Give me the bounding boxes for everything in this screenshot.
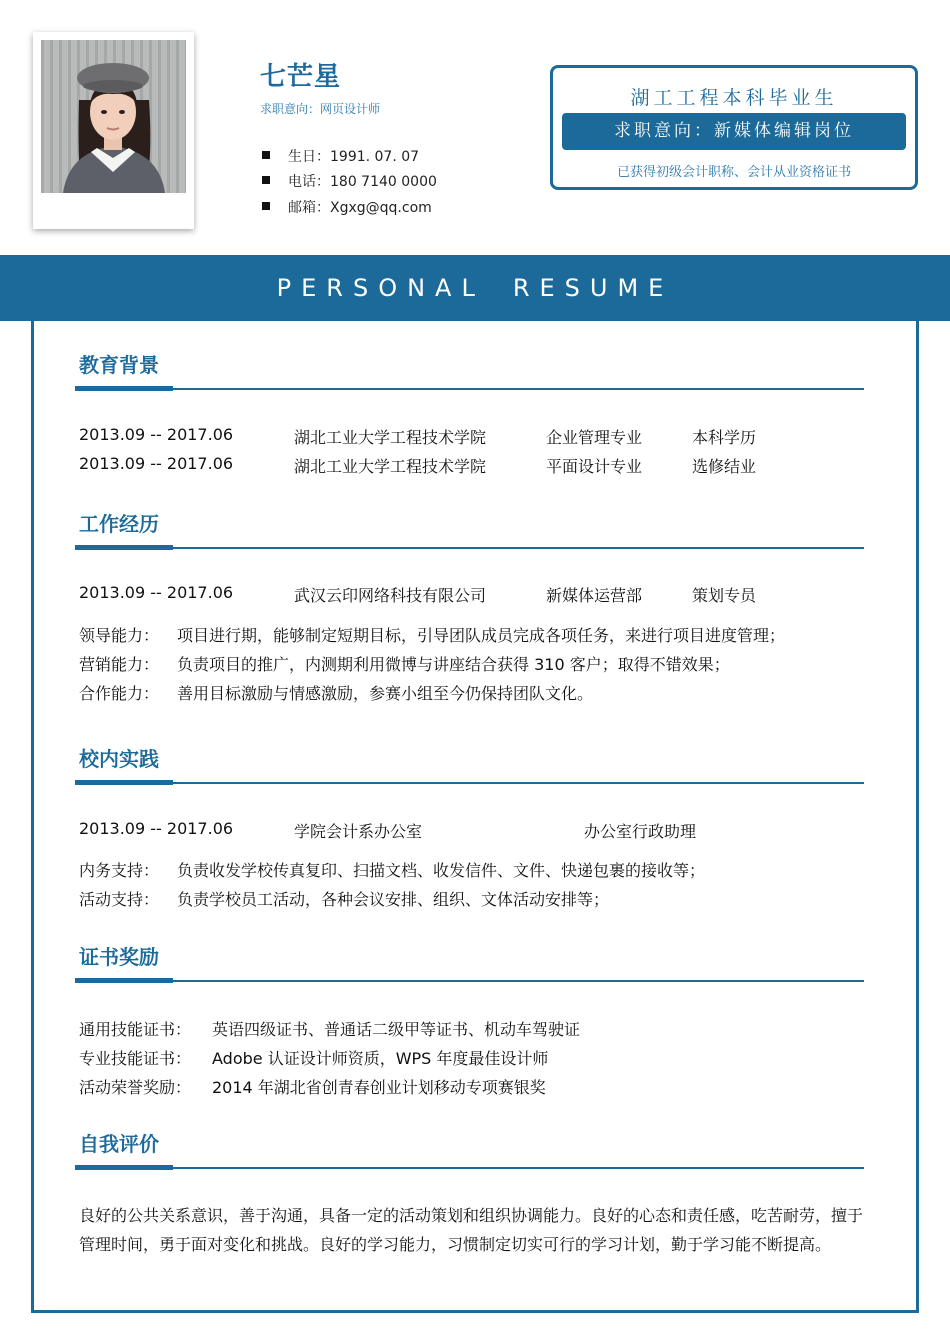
campus-item-label: 活动支持：	[79, 890, 160, 909]
bullet-square-icon	[262, 151, 270, 159]
work-item-label: 营销能力：	[79, 655, 160, 674]
edu-period: 2013.09 -- 2017.06	[79, 425, 234, 444]
cert-label: 专业技能证书：	[79, 1049, 192, 1068]
photo-frame	[33, 32, 194, 229]
contact-label: 电话：	[288, 174, 330, 190]
work-item-text: 负责项目的推广，内测期利用微博与讲座结合获得 310 客户；取得不错效果；	[177, 655, 730, 674]
bullet-square-icon	[262, 202, 270, 210]
work-item-text: 善用目标激励与情感激励，参赛小组至今仍保持团队文化。	[177, 684, 594, 703]
contact-label: 生日：	[288, 149, 330, 165]
job-intent-small: 求职意向：网页设计师	[260, 102, 381, 116]
work-role: 策划专员	[692, 586, 757, 605]
cert-text: Adobe 认证设计师资质，WPS 年度最佳设计师	[212, 1049, 549, 1068]
bullet-square-icon	[262, 176, 270, 184]
work-item-text: 项目进行期，能够制定短期目标，引导团队成员完成各项任务，来进行项目进度管理；	[177, 626, 786, 645]
profile-photo-illustration	[41, 40, 186, 193]
edu-major: 企业管理专业	[546, 428, 643, 447]
contact-label: 邮箱：	[288, 200, 330, 216]
campus-item-text: 负责学校员工活动，各种会议安排、组织、文体活动安排等；	[177, 890, 610, 909]
profile-photo	[41, 40, 186, 193]
campus-role: 办公室行政助理	[584, 822, 697, 841]
work-period: 2013.09 -- 2017.06	[79, 583, 234, 602]
summary-title: 湖工工程本科毕业生	[630, 87, 838, 109]
contact-value: 180 7140 0000	[330, 174, 437, 190]
section-divider	[75, 782, 864, 784]
edu-degree: 本科学历	[692, 428, 757, 447]
edu-period: 2013.09 -- 2017.06	[79, 454, 234, 473]
contact-phone	[262, 171, 437, 191]
cert-text: 英语四级证书、普通话二级甲等证书、机动车驾驶证	[212, 1020, 581, 1039]
edu-school: 湖北工业大学工程技术学院	[294, 457, 487, 476]
contact-email	[262, 197, 432, 217]
resume-banner	[0, 255, 950, 321]
edu-major: 平面设计专业	[546, 457, 643, 476]
section-divider	[75, 547, 864, 549]
campus-item-text: 负责收发学校传真复印、扫描文档、收发信件、文件、快递包裹的接收等；	[177, 861, 706, 880]
banner-word-1: PERSONAL	[276, 274, 485, 302]
section-title-campus: 校内实践	[79, 747, 159, 771]
banner-word-2: RESUME	[512, 274, 674, 302]
contact-value: 1991. 07. 07	[330, 149, 420, 165]
cert-text: 2014 年湖北省创青春创业计划移动专项赛银奖	[212, 1078, 546, 1097]
summary-box	[550, 65, 918, 190]
work-item-label: 合作能力：	[79, 684, 160, 703]
summary-note: 已获得初级会计职称、会计从业资格证书	[616, 165, 851, 180]
edu-degree: 选修结业	[692, 457, 757, 476]
section-title-work: 工作经历	[79, 512, 159, 536]
section-divider	[75, 980, 864, 982]
edu-school: 湖北工业大学工程技术学院	[294, 428, 487, 447]
cert-label: 活动荣誉奖励：	[79, 1078, 192, 1097]
section-title-education: 教育背景	[79, 353, 159, 377]
contact-birthday	[262, 146, 419, 166]
work-dept: 新媒体运营部	[546, 586, 643, 605]
work-company: 武汉云印网络科技有限公司	[294, 586, 487, 605]
campus-item-label: 内务支持：	[79, 861, 160, 880]
section-title-certificates: 证书奖励	[79, 945, 159, 969]
self-evaluation-text: 良好的公共关系意识，善于沟通，具备一定的活动策划和组织协调能力。良好的心态和责任感，吃苦耐劳，擅于管理时间，勇于面对变化和挑战。良好的学习能力，习惯制定切实可行的学习计划，勤于学习能不断提高。	[79, 1206, 864, 1254]
work-item-label: 领导能力：	[79, 626, 160, 645]
contact-value: Xgxg@qq.com	[330, 200, 432, 216]
cert-label: 通用技能证书：	[79, 1020, 192, 1039]
campus-org: 学院会计系办公室	[294, 822, 423, 841]
candidate-name: 七芒星	[260, 62, 342, 92]
section-divider	[75, 388, 864, 390]
section-divider	[75, 1167, 864, 1169]
campus-period: 2013.09 -- 2017.06	[79, 819, 234, 838]
section-title-self-evaluation: 自我评价	[79, 1132, 159, 1156]
summary-intent-bar: 求职意向：新媒体编辑岗位	[562, 113, 906, 150]
